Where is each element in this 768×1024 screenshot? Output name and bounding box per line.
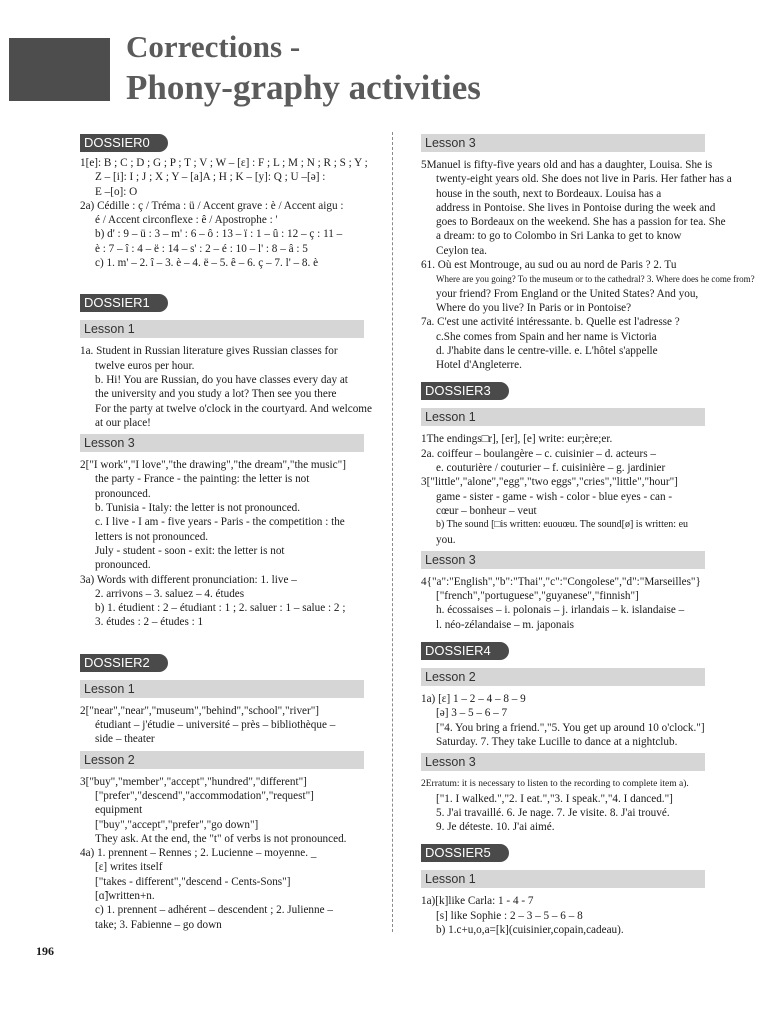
dossier1-lesson1-content bbox=[80, 344, 392, 430]
exercise-line: equipment bbox=[95, 804, 143, 817]
dossier4-lesson2-content bbox=[421, 692, 761, 749]
exercise-line: 1a) [ɛ] 1 – 2 – 4 – 8 – 9 bbox=[421, 693, 526, 706]
exercise-line: b) d' : 9 – ü : 3 – m' : 6 – ô : 13 – ï : 1 – û : 12 – ç : 11 – bbox=[95, 228, 343, 241]
exercise-line: è : 7 – î : 4 – ë : 14 – s' : 2 – é : 10 – l' : 8 – â : 5 bbox=[95, 242, 308, 255]
exercise-line: c. I live - I am - five years - Paris - the competition : the bbox=[95, 516, 345, 529]
dossier4-lesson3-content bbox=[421, 777, 761, 834]
exercise-line: Saturday. 7. They take Lucille to dance at a nightclub. bbox=[436, 735, 678, 748]
dossier3-heading: DOSSIER3 bbox=[421, 382, 509, 400]
exercise-line: Z – [i]: I ; J ; X ; Y – [a]A ; H ; K – [y]: Q ; U –[ə] : bbox=[95, 171, 326, 184]
exercise-line: For the party at twelve o'clock in the courtyard. And welcome bbox=[95, 402, 372, 415]
exercise-line: 2["near","near","museum","behind","school","river"] bbox=[80, 704, 320, 717]
exercise-line: E –[o]: O bbox=[95, 185, 138, 198]
exercise-line: 61. Où est Montrouge, au sud ou au nord de Paris ? 2. Tu bbox=[421, 259, 677, 272]
exercise-line: twenty-eight years old. She does not live in Paris. Her father has a bbox=[436, 173, 732, 186]
dossier0-content bbox=[80, 156, 392, 270]
exercise-line: 5Manuel is fifty-five years old and has a daughter, Louisa. She is bbox=[421, 159, 713, 171]
exercise-line: c) 1. m' – 2. î – 3. è – 4. ë – 5. ê – 6. ç – 7. l' – 8. è bbox=[95, 257, 319, 270]
exercise-line: Where do you live? In Paris or in Pontoise? bbox=[436, 301, 632, 314]
dossier3-lesson3-content bbox=[421, 575, 761, 632]
lesson-heading: Lesson 1 bbox=[421, 408, 705, 426]
page-number: 196 bbox=[36, 944, 54, 958]
dossier2-lesson2-content bbox=[80, 775, 392, 932]
exercise-line: twelve euros per hour. bbox=[95, 359, 195, 372]
lesson-heading: Lesson 1 bbox=[421, 870, 705, 888]
dossier1-lesson3-content bbox=[80, 458, 392, 630]
exercise-line: 7a. C'est une activité intéressante. b. Quelle est l'adresse ? bbox=[421, 316, 680, 329]
exercise-line: take; 3. Fabienne – go down bbox=[95, 918, 222, 931]
exercise-line: 3["little","alone","egg","two eggs","cries","little","hour"] bbox=[421, 476, 678, 489]
exercise-line: Hotel d'Angleterre. bbox=[436, 359, 522, 372]
exercise-line: 2a) Cédille : ç / Tréma : ü / Accent grave : è / Accent aigu : bbox=[80, 199, 344, 212]
dossier2-heading: DOSSIER2 bbox=[80, 654, 168, 672]
exercise-line: pronounced. bbox=[95, 487, 151, 500]
lesson-heading: Lesson 3 bbox=[421, 551, 705, 569]
exercise-line: the party - France - the painting: the letter is not bbox=[95, 473, 310, 486]
exercise-line: 2a. coiffeur – boulangère – c. cuisinier – d. acteurs – bbox=[421, 447, 656, 460]
dossier4-heading: DOSSIER4 bbox=[421, 642, 509, 660]
exercise-line: ["french","portuguese","guyanese","finnish"] bbox=[436, 590, 639, 603]
exercise-line: cœur – bonheur – veut bbox=[436, 504, 537, 517]
exercise-line: Ceylon tea. bbox=[436, 244, 487, 257]
exercise-line: July - student - soon - exit: the letter is not bbox=[95, 544, 285, 557]
exercise-line: [ɑ̃]written+n. bbox=[95, 889, 155, 902]
exercise-line: [s] like Sophie : 2 – 3 – 5 – 6 – 8 bbox=[436, 909, 583, 922]
exercise-line: 3. études : 2 – études : 1 bbox=[95, 616, 204, 629]
dossier0-heading: DOSSIER0 bbox=[80, 134, 168, 152]
exercise-line: c) 1. prennent – adhérent – descendent ; 2. Julienne – bbox=[95, 904, 333, 917]
lesson-heading: Lesson 1 bbox=[80, 320, 364, 338]
exercise-line: you. bbox=[436, 533, 456, 546]
exercise-line: h. écossaises – i. polonais – j. irlandais – k. islandaise – bbox=[436, 604, 685, 617]
exercise-line: b) 1.c+u,o,a=[k](cuisinier,copain,cadeau). bbox=[436, 923, 624, 936]
exercise-line: at our place! bbox=[95, 416, 151, 429]
exercise-line: étudiant – j'étudie – université – près – bibliothèque – bbox=[95, 719, 336, 732]
lesson-heading: Lesson 2 bbox=[421, 668, 705, 686]
lesson-heading: Lesson 3 bbox=[421, 753, 705, 771]
exercise-line: b. Tunisia - Italy: the letter is not pronounced. bbox=[95, 502, 301, 515]
exercise-line: letters is not pronounced. bbox=[95, 530, 209, 543]
exercise-line: pronounced. bbox=[95, 559, 151, 572]
page-title bbox=[126, 28, 481, 110]
exercise-line: ["buy","accept","prefer","go down"] bbox=[95, 818, 259, 831]
exercise-line: e. couturière / couturier – f. cuisinière – g. jardinier bbox=[436, 462, 666, 475]
exercise-line: ["takes - different","descend - Cents-Sons"] bbox=[95, 875, 291, 888]
dossier3-lesson1-content bbox=[421, 432, 761, 546]
exercise-line: 1a. Student in Russian literature gives Russian classes for bbox=[80, 345, 338, 358]
title-block-decoration bbox=[9, 38, 110, 101]
exercise-line: 4{"a":"English","b":"Thai","c":"Congolese","d":"Marseilles"} bbox=[421, 575, 701, 588]
right-column bbox=[421, 134, 761, 937]
exercise-line: 2. arrivons – 3. saluez – 4. études bbox=[95, 587, 245, 600]
exercise-line: l. néo-zélandaise – m. japonais bbox=[436, 618, 574, 631]
dossier5-lesson1-content bbox=[421, 894, 761, 937]
dossier2-lesson3-content bbox=[421, 158, 761, 372]
exercise-line: 1[e]: B ; C ; D ; G ; P ; T ; V ; W – [ɛ] : F ; L ; M ; N ; R ; S ; Y ; bbox=[80, 157, 368, 169]
exercise-line: ["4. You bring a friend.","5. You get up around 10 o'clock."] bbox=[436, 721, 705, 734]
exercise-line: They ask. At the end, the "t" of verbs is not pronounced. bbox=[95, 832, 347, 845]
page-title-line2: Phony-graphy activities bbox=[126, 68, 481, 107]
exercise-line: 2["I work","I love","the drawing","the dream","the music"] bbox=[80, 459, 346, 472]
lesson-heading: Lesson 2 bbox=[80, 751, 364, 769]
dossier5-heading: DOSSIER5 bbox=[421, 844, 509, 862]
page-title-line1: Corrections - bbox=[126, 29, 301, 64]
exercise-line: b. Hi! You are Russian, do you have classes every day at bbox=[95, 373, 348, 386]
exercise-line: game - sister - game - wish - color - blue eyes - can - bbox=[436, 490, 673, 503]
exercise-line: ["1. I walked.","2. I eat.","3. I speak.","4. I danced."] bbox=[436, 792, 673, 805]
exercise-line: 1The endings□r], [er], [e] write: eur;ère;er. bbox=[421, 433, 613, 446]
exercise-line: 2Erratum: it is necessary to listen to the recording to complete item a). bbox=[421, 779, 689, 790]
lesson-heading: Lesson 1 bbox=[80, 680, 364, 698]
exercise-line: [ə] 3 – 5 – 6 – 7 bbox=[436, 707, 508, 720]
exercise-line: Where are you going? To the museum or to the cathedral? 3. Where does he come from? bbox=[436, 274, 755, 285]
exercise-line: a dream: to go to Colombo in Sri Lanka to get to know bbox=[436, 230, 682, 243]
exercise-line: [ɛ] writes itself bbox=[95, 861, 163, 874]
exercise-line: 4a) 1. prennent – Rennes ; 2. Lucienne – moyenne. _ bbox=[80, 847, 317, 860]
exercise-line: your friend? From England or the United States? And you, bbox=[436, 287, 699, 300]
exercise-line: b) The sound [□is written: euouœu. The sound[ø] is written: eu bbox=[436, 519, 689, 531]
exercise-line: 3["buy","member","accept","hundred","different"] bbox=[80, 775, 307, 788]
lesson-heading: Lesson 3 bbox=[421, 134, 705, 152]
dossier2-lesson1-content bbox=[80, 704, 392, 747]
exercise-line: house in the south, next to Bordeaux. Louisa has a bbox=[436, 187, 662, 200]
exercise-line: 5. J'ai travaillé. 6. Je nage. 7. Je visite. 8. J'ai trouvé. bbox=[436, 806, 670, 819]
exercise-line: side – theater bbox=[95, 733, 155, 746]
exercise-line: address in Pontoise. She lives in Pontoise during the week and bbox=[436, 201, 716, 214]
exercise-line: d. J'habite dans le centre-ville. e. L'hôtel s'appelle bbox=[436, 344, 658, 357]
exercise-line: ["prefer","descend","accommodation","request"] bbox=[95, 789, 314, 802]
exercise-line: 1a)[k]like Carla: 1 - 4 - 7 bbox=[421, 895, 534, 908]
exercise-line: the university and you study a lot? Then see you there bbox=[95, 388, 337, 401]
exercise-line: 3a) Words with different pronunciation: 1. live – bbox=[80, 573, 297, 586]
exercise-line: 9. Je déteste. 10. J'ai aimé. bbox=[436, 821, 555, 834]
exercise-line: c.She comes from Spain and her name is Victoria bbox=[436, 330, 657, 343]
exercise-line: é / Accent circonflexe : ê / Apostrophe : ' bbox=[95, 214, 278, 227]
left-column bbox=[80, 134, 392, 932]
column-divider bbox=[392, 132, 393, 932]
dossier1-heading: DOSSIER1 bbox=[80, 294, 168, 312]
exercise-line: b) 1. étudient : 2 – étudiant : 1 ; 2. saluer : 1 – salue : 2 ; bbox=[95, 602, 346, 615]
exercise-line: goes to Bordeaux on the weekend. She has a passion for tea. She bbox=[436, 216, 726, 229]
lesson-heading: Lesson 3 bbox=[80, 434, 364, 452]
